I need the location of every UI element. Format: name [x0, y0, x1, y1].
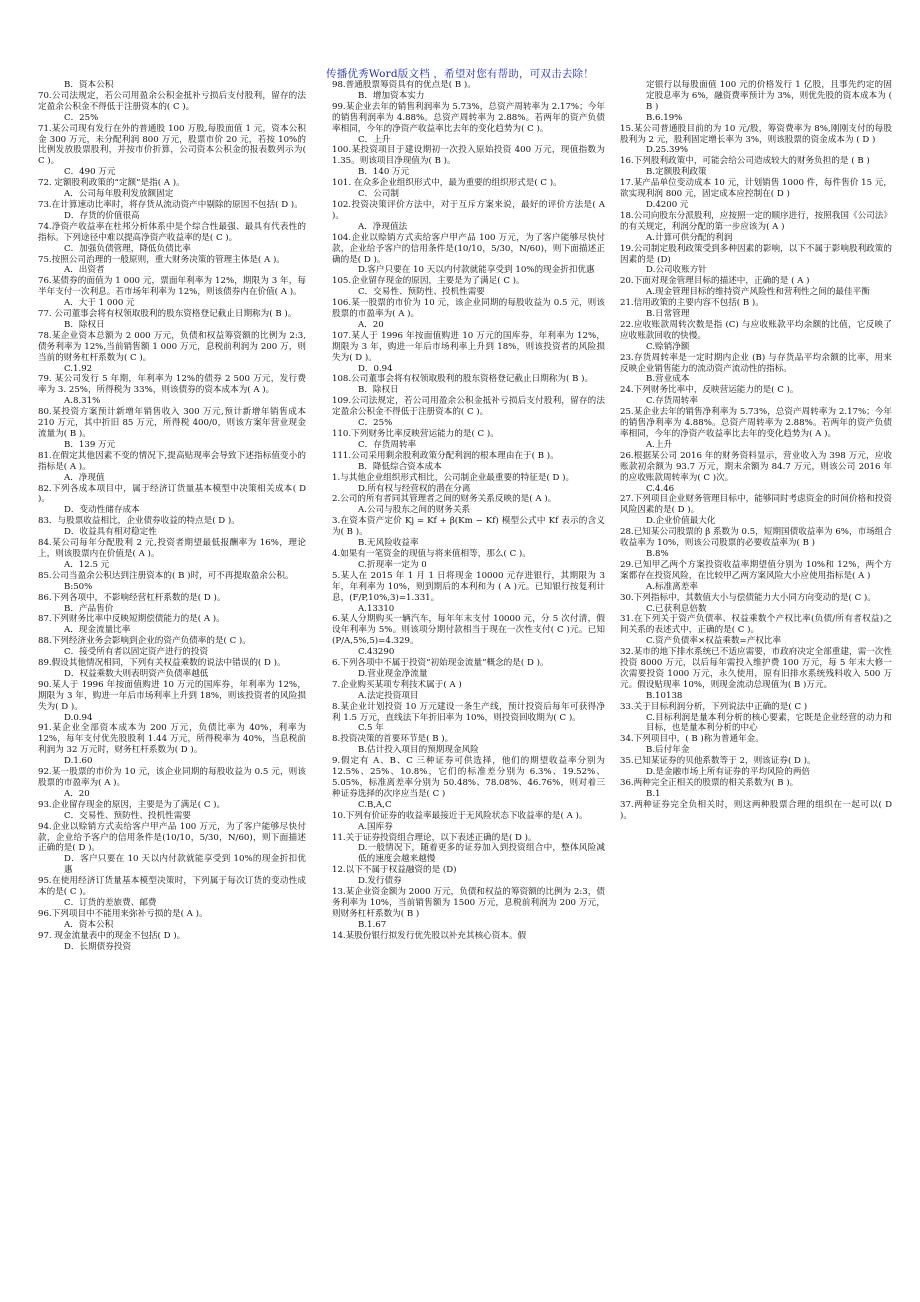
- answer-line: C．25%: [64, 112, 99, 123]
- answer-line: 定银行以每股面值 100 元的价格发行 1 亿股，且事先约定的固定股息率为 6%，融资费率预计为 3%，则优先股的资本成本为 ( B ): [646, 80, 892, 112]
- question-line: 78.某企业资本总额为 2 000 万元，负债和权益筹资额的比例为 2:3,债务利率为 12%,当前销售额 1 000 万元，息税前利润为 200 万，则当前的财务杠杆系数为( C )。: [38, 330, 306, 363]
- question-line: 109.公司法规定，若公司用盈余公积金抵补亏损后支付股利，留存的法定盈余公积金不得低于注册资本的( C )。: [332, 396, 605, 418]
- answer-line: D.所有权与经营权的潜在分离: [358, 483, 471, 494]
- answer-line: A.现金管理目标的维持资产风险性和营利性之间的最佳平衡: [646, 287, 870, 298]
- question-line: 82.下列各成本项目中，属于经济订货量基本模型中决策相关成本( D )。: [38, 483, 306, 505]
- question-line: 17.某产品单位变动成本 10 元，计划销售 1000 件，每件售价 15 元，欲实现利润 800 元，固定成本应控制在( D ): [620, 178, 892, 200]
- answer-line: A．净现值法: [358, 221, 408, 232]
- question-line: 70.公司法规定，若公司用盈余公积金抵补亏损后支付股利，留存的法定盈余公积金不得低于注册资本的( C )。: [38, 90, 306, 112]
- answer-line: B．除权日: [358, 385, 399, 396]
- answer-line: D．收益具有相对稳定性: [64, 527, 157, 538]
- question-line: 12.以下不属于权益融资的是 (D): [332, 865, 457, 876]
- question-line: 94.企业以赊销方式卖给客户甲产品 100 万元，为了客户能够尽快付款，企业给予客户的信用条件是(10/10，5/30，N/60)，则下面描述正确的是( D )。: [38, 821, 306, 854]
- question-line: 24.下列财务比率中，反映营运能力的是( C )。: [620, 385, 799, 396]
- question-line: 96.下列项目中不能用来弥补亏损的是( A )。: [38, 908, 208, 919]
- question-line: 80.某投资方案预计新增年销售收入 300 万元,预计新增年销售成本 210 万元，其中折旧 85 万元，所得税 400/0，则该方案年营业现金流量为( B )。: [38, 407, 306, 439]
- question-line: 1.与其他企业组织形式相比，公司制企业最重要的特征是( D )。: [332, 472, 575, 483]
- question-line: 26.根据某公司 2016 年的财务资料显示，营业收入为 398 万元，应收账款初余额为 93.7 万元，期末余额为 84.7 万元，则该公司 2016 年的应收账款周转率为( C )次。: [620, 450, 892, 483]
- answer-line: A．现金流量比率: [64, 625, 131, 636]
- question-line: 23.存货周转率是一定时期内企业 (B) 与存货品平均余额的比率，用来反映企业销售能力的流动资产流动性的指标。: [620, 352, 892, 374]
- answer-line: B.10138: [646, 690, 683, 701]
- answer-line: B.后付年金: [646, 745, 690, 756]
- answer-line: B.8%: [646, 548, 669, 559]
- answer-line: B.无风险收益率: [358, 538, 419, 549]
- answer-line: B.1: [646, 788, 661, 799]
- answer-line: D.一般情况下，随着更多的证券加入到投资组合中，整体风险减低的速度会越来越慢: [358, 843, 605, 865]
- answer-line: C．490 万元: [64, 167, 116, 178]
- question-line: 74.净资产收益率在杜邦分析体系中是个综合性最强、最具有代表性的指标。下列途径中难以提高净资产收益率的是( C )。: [38, 221, 306, 243]
- question-line: 3.在资本资产定价 Kj = Kf + β(Km − Kf) 模型公式中 Kf 表示的含义为( B )。: [332, 516, 605, 538]
- answer-line: D．长期债券投资: [64, 941, 132, 952]
- question-line: 83．与股票收益相比，企业债券收益的特点是( D )。: [38, 516, 240, 527]
- answer-line: B．增加资本实力: [358, 90, 425, 101]
- question-line: 20.下面对现金管理目标的描述中，正确的是 ( A ): [620, 276, 810, 287]
- question-line: 30.下列指标中，其数值大小与偿债能力大小同方向变动的是( C )。: [620, 592, 876, 603]
- answer-line: A．20: [64, 788, 90, 799]
- answer-line: D.营业现金净流量: [358, 668, 428, 679]
- answer-line: B．140 万元: [358, 167, 410, 178]
- question-line: 34.下列项目中，( B )称为普通年金。: [620, 734, 764, 745]
- answer-line: C．公司制: [358, 189, 399, 200]
- question-line: 97. 现金流量表中的现金不包括( D )。: [38, 930, 186, 941]
- answer-line: A.公司与股东之间的财务关系: [358, 505, 471, 516]
- question-line: 8.投资决策的首要环节是( B )。: [332, 734, 454, 745]
- answer-line: B.估计投入项目的预期现金风险: [358, 745, 479, 756]
- answer-line: B．除权日: [64, 319, 105, 330]
- answer-line: A.国库券: [358, 821, 393, 832]
- answer-line: C．接受所有者以固定资产进行的投资: [64, 647, 209, 658]
- answer-line: B．139 万元: [64, 439, 116, 450]
- answer-line: A．大于 1 000 元: [64, 298, 135, 309]
- answer-line: D.企业价值最大化: [646, 516, 716, 527]
- question-line: 91.某企业全部资本成本为 200 万元，负债比率为 40%，利率为 12%，每年支付优先股股利 1.44 万元，所得税率为 40%，当息税前利润为 32 万元时，财务杠杆系数为( D )。: [38, 723, 306, 756]
- answer-line: D.客户只要在 10 天以内付款就能享受到 10%的现金折扣优惠: [358, 265, 595, 276]
- answer-line: A.计算可供分配的利润: [646, 232, 733, 243]
- question-line: 75.按照公司治理的一般原则，重大财务决策的管理主体是( A )。: [38, 254, 285, 265]
- answer-line: C.已获利息倍数: [646, 603, 707, 614]
- question-line: 25.某企业去年的销售净利率为 5.73%，总资产周转率为 2.17%；今年的销售净利率为 4.88%。总资产周转率为 2.88%。若两年的资产负债率相同，今年的净资产收益率比去年的变化趋势为( A )。: [620, 407, 892, 439]
- question-line: 72. 定额股利政策的“定额”是指( A )。: [38, 178, 185, 189]
- question-line: 84.某公司每年分配股利 2 元,投资者期望最低报酬率为 16%，理论上，则该股票内在价值是( A )。: [38, 538, 306, 559]
- question-line: 95.在使用经济订货量基本模型决策时，下列属于每次订货的变动性成本的是( C )。: [38, 876, 306, 898]
- question-line: 85.公司当盈余公积达到注册资本的( B )时，可不再提取盈余公积。: [38, 570, 294, 581]
- answer-line: A.13310: [358, 603, 395, 614]
- question-line: 5.某人在 2015 年 1 月 1 日将现金 10000 元存进银行，其期限为 3 年，年利率为 10%，则到期后的本利和为 ( A )元。已知银行按复利计息，(F/P,10%,3)=1.331。: [332, 570, 605, 603]
- answer-line: B．资本公积: [64, 80, 114, 90]
- question-line: 92.某一股票的市价为 10 元，该企业同期的每股收益为 0.5 元，则该股票的市盈率为( A )。: [38, 767, 306, 788]
- question-line: 21.信用政策的主要内容不包括( B )。: [620, 298, 764, 309]
- question-line: 13.某企业资金额为 2000 万元，负债和权益的筹资额的比例为 2:3，债务利率为 10%，当前销售额为 1500 万元，息税前利润为 200 万元，则财务杠杆系数为( B ): [332, 887, 605, 919]
- question-line: 76.某债券的面值为 1 000 元，票面年利率为 12%，期限为 3 年，每半年支付一次利息。若市场年利率为 12%，则该债券内在价值( A )。: [38, 276, 306, 298]
- answer-line: A．净现值: [64, 472, 105, 483]
- answer-line: C.5 年: [358, 723, 384, 734]
- answer-line: D.发行债券: [358, 876, 402, 887]
- question-line: 90.某人于 1996 年按面值购进 10 万元的国库券，年利率为 12%，期限为 3 年，购进一年后市场利率上升到 18%，则该投资者的风险损失为( D )。: [38, 679, 306, 712]
- answer-line: D.是金融市场上所有证券的平均风险的两倍: [646, 767, 811, 778]
- question-line: 71.某公司现有发行在外的普通股 100 万股,每股面值 1 元，资本公积金 300 万元，未分配利润 800 万元，股票市价 20 元，若按 10%的比例发放股票股利，并按市价折算，公司资本公积金的报表数列示为( C )。: [38, 123, 306, 167]
- question-line: 6.某人分期购买一辆汽车，每年年末支付 10000 元，分 5 次付清，假设年利率为 5%。则该项分期付款相当于现在一次性支付( C )元。已知(P/A,5%,5)=4.329。: [332, 614, 605, 647]
- answer-line: C．25%: [358, 418, 393, 429]
- question-line: 28.已知某公司股票的 β 系数为 0.5，短期国债收益率为 6%，市场组合收益率为 10%，则该公司股票的必要收益率为( B ): [620, 527, 892, 549]
- question-line: 4.如果有一笔资金的现值与将来值相等，那么( C )。: [332, 548, 531, 559]
- answer-line: A.上升: [646, 439, 673, 450]
- question-line: 7.企业购买某项专利技术属于( A ): [332, 679, 462, 690]
- answer-line: C.B,A,C: [358, 799, 392, 810]
- answer-line: A．12.5 元: [64, 559, 110, 570]
- answer-line: A．资本公积: [64, 919, 114, 930]
- question-line: 36.两种完全正相关的股票的相关系数为( B )。: [620, 778, 799, 788]
- question-line: 73.在计算速动比率时，将存货从流动资产中剔除的原因不包括( D )。: [38, 199, 303, 210]
- answer-line: A．公司每年股利发放额固定: [64, 189, 174, 200]
- question-line: 35.已知某证券的贝他系数等于 2，则该证券( D )。: [620, 756, 816, 767]
- question-line: 106.某一股票的市价为 10 元，该企业同期的每股收益为 0.5 元，则该股票的市盈率为( A )。: [332, 298, 605, 320]
- column-1: [38, 80, 306, 1295]
- question-line: 2.公司的所有者同其管理者之间的财务关系反映的是( A )。: [332, 494, 557, 505]
- answer-line: C．交易性、预防性、投机性需要: [64, 810, 191, 821]
- question-line: 111.公司采用剩余股利政策分配利润的根本理由在于( B )。: [332, 450, 559, 461]
- answer-line: A．出资者: [64, 265, 105, 276]
- question-line: 81.在假定其他因素不变的情况下,提高贴现率会导致下述指标值变小的指标是( A )。: [38, 450, 306, 472]
- answer-line: C.赊销净额: [646, 341, 690, 352]
- question-line: 101. 在众多企业组织形式中，最为重要的组织形式是( C )。: [332, 178, 562, 189]
- question-line: 86.下列各项中，不影响经营杠杆系数的是( D )。: [38, 592, 226, 603]
- answer-line: B.定额股利政策: [646, 167, 707, 178]
- question-line: 98.普通股票筹资具有的优点是( B )。: [332, 80, 476, 90]
- answer-line: D.25.39%: [646, 145, 689, 156]
- question-line: 9.假定有 A、B、C 三种证券可供选择，他们的期望收益率分别为 12.5%、25%、10.8%，它们的标准差分别为 6.3%、19.52%、5.05%，标准离差率分别为 50.48%、78.08%、46.76%，则对着三种证券选择的次序应当是( C ): [332, 756, 605, 799]
- answer-line: A.8.31%: [64, 396, 101, 407]
- question-line: 8.某企业计划投资 10 万元建设一条生产线，预计投资后每年可获得净利 1.5 万元，直线法下年折旧率为 10%，则投资回收期为( C )。: [332, 701, 605, 723]
- answer-line: A．20: [358, 319, 384, 330]
- page-header: 传播优秀Word版文档 ，希望对您有帮助，可双击去除！: [326, 68, 594, 80]
- answer-line: C．交易性、预防性、投机性需要: [358, 287, 485, 298]
- question-line: 19.公司制定股利政策受到多种因素的影响，以下不属于影响股利政策的因素的是 (D): [620, 243, 892, 265]
- answer-line: B.日常管理: [646, 309, 690, 320]
- column-2: [332, 80, 605, 1295]
- question-line: 93.企业留存现金的原因，主要是为了满足( C )。: [38, 799, 226, 810]
- answer-line: A.法定投资项目: [358, 690, 419, 701]
- answer-line: B.6.19%: [646, 112, 683, 123]
- question-line: 89.假设其他情况相同，下列有关权益乘数的说法中错误的( D )。: [38, 658, 286, 669]
- question-line: 10.下列有价证券的收益率最接近于无风险状态下收益率的是( A )。: [332, 810, 588, 821]
- question-line: 22.应收账款周转次数是指 (C) 与应收账款平均余额的比值，它反映了应收账款回收的快慢。: [620, 319, 892, 341]
- answer-line: B:50%: [64, 581, 93, 592]
- answer-line: D．存货的价值很高: [64, 210, 140, 221]
- question-line: 110.下列财务比率反映营运能力的是( C )。: [332, 429, 499, 439]
- answer-line: B．产品售价: [64, 603, 114, 614]
- question-line: 11.关于证券投资组合理论，以下表述正确的是( D )。: [332, 832, 537, 843]
- answer-line: C.43290: [358, 647, 395, 658]
- question-line: 108.公司董事会将有权领取股利的股东资格登记截止日期称为( B )。: [332, 374, 594, 385]
- question-line: 87.下列财务比率中反映短期偿债能力的是( A )。: [38, 614, 225, 625]
- question-line: 104.企业以赊销方式卖给客户甲产品 100 万元，为了客户能够尽快付款，企业给予客户的信用条件是(10/10，5/30，N/60)，则下面描述正确的是( D )。: [332, 232, 605, 265]
- question-line: 77. 公司董事会将有权领取股利的股东资格登记截止日期称为( B )。: [38, 309, 297, 320]
- question-line: 6.下列各项中不属于投资“初始现金流量”概念的是( D )。: [332, 658, 549, 669]
- answer-line: D．客户只要在 10 天以内付款就能享受到 10%的现金折扣优惠: [64, 854, 306, 876]
- question-line: 88.下列经济业务会影响到企业的资产负债率的是( C )。: [38, 636, 251, 647]
- question-line: 79. 某公司发行 5 年期，年利率为 12%的债券 2 500 万元，发行费率为 3. 25%，所得税为 33%，则该债券的资本成本为( A )。: [38, 374, 306, 396]
- answer-line: C.4.46: [646, 483, 675, 494]
- answer-line: C.目标利润是量本利分析的核心要素，它既是企业经营的动力和目标，也是量本利分析的中心: [646, 712, 892, 734]
- answer-line: C.1.92: [64, 363, 93, 374]
- answer-line: D.1.60: [64, 756, 93, 767]
- answer-line: D．权益乘数大则表明资产负债率越低: [64, 668, 209, 679]
- answer-line: D.公司收账方针: [646, 265, 707, 276]
- answer-line: C.资产负债率×权益乘数=产权比率: [646, 636, 782, 647]
- answer-line: C.存货周转率: [646, 396, 698, 407]
- answer-line: D．0.94: [358, 363, 393, 374]
- question-line: 102.投资决策评价方法中，对于互斥方案来说，最好的评价方法是( A )。: [332, 199, 605, 221]
- column-3: [620, 80, 892, 1295]
- answer-line: C．订货的差旅费、邮费: [64, 897, 157, 908]
- question-line: 105.企业留存现金的原因，主要是为了满足( C )。: [332, 276, 525, 287]
- answer-line: C．上升: [358, 134, 391, 145]
- answer-line: D.4200 元: [646, 199, 689, 210]
- answer-line: C．存货周转率: [358, 439, 417, 450]
- question-line: 18.公司向股东分派股利，应按照一定的顺序进行，按照我国《公司法》的有关规定，利润分配的第一步应该为( A ): [620, 210, 892, 232]
- question-line: 37.两种证券完全负相关时，则这两种股票合理的组织在一起可以( D )。: [620, 799, 892, 821]
- answer-line: D．变动性储存成本: [64, 505, 140, 516]
- answer-line: D.0.94: [64, 712, 93, 723]
- answer-line: A.标准离差率: [646, 581, 698, 592]
- answer-line: B.营业成本: [646, 374, 690, 385]
- question-line: 99.某企业去年的销售利润率为 5.73%，总资产周转率为 2.17%；今年的销售利润率为 4.88%。总资产周转率为 2.88%。若两年的资产负债率相同，今年的净资产收益率比去年的变化趋势为( C )。: [332, 101, 605, 134]
- answer-line: B.1.67: [358, 919, 387, 930]
- question-line: 31.在下列关于资产负债率、权益乘数个产权比率(负债/所有者权益)之间关系的表述式中，正确的是( C )。: [620, 614, 892, 636]
- question-line: 33.关于目标利润分析，下列说法中正确的是( C ): [620, 701, 808, 712]
- answer-line: C.折现率一定为 0: [358, 559, 427, 570]
- question-line: 100.某投资项目于建设期初一次投入原始投资 400 万元，现值指数为 1.35。则该项目净现值为( B )。: [332, 145, 605, 167]
- question-line: 107.某人于 1996 年按面值购进 10 万元的国库券，年利率为 12%，期限为 3 年，购进一年后市场利率上升到 18%，则该投资者的风险损失为( D )。: [332, 330, 605, 363]
- answer-line: B．降低综合资本成本: [358, 461, 442, 472]
- question-line: 32.某市的地下排水系统已不适应需要，市政府决定全部重建，需一次性投资 8000 万元，以后每年需投入维护费 100 万元，每 5 年末大修一次需要投资 1000 万元，永久使用，原有旧排水系统残料收入 500 万元。假设贴现率 10%，则现金流动总现值为( B )万元。: [620, 647, 892, 690]
- answer-line: C．加强负债管理，降低负债比率: [64, 243, 191, 254]
- question-line: 16.下列股利政策中，可能会给公司造成较大的财务负担的是 ( B ): [620, 156, 870, 167]
- question-line: 14.某股份银行拟发行优先股以补充其核心资本。假: [332, 930, 527, 941]
- question-line: 27.下列项目企业财务管理目标中，能够同时考虑资金的时间价格和投资风险因素的是( D )。: [620, 494, 892, 516]
- question-line: 15.某公司普通股目前的为 10 元/股，筹资费率为 8%,刚刚支付的每股股利为 2 元，股利固定增长率为 3%，则该股票的资金成本为 ( D ): [620, 123, 892, 145]
- question-line: 29.已知甲乙两个方案投资收益率期望值分别为 10%和 12%，两个方案都存在投资风险，在比较甲乙两方案风险大小应使用指标是( A ): [620, 559, 892, 581]
